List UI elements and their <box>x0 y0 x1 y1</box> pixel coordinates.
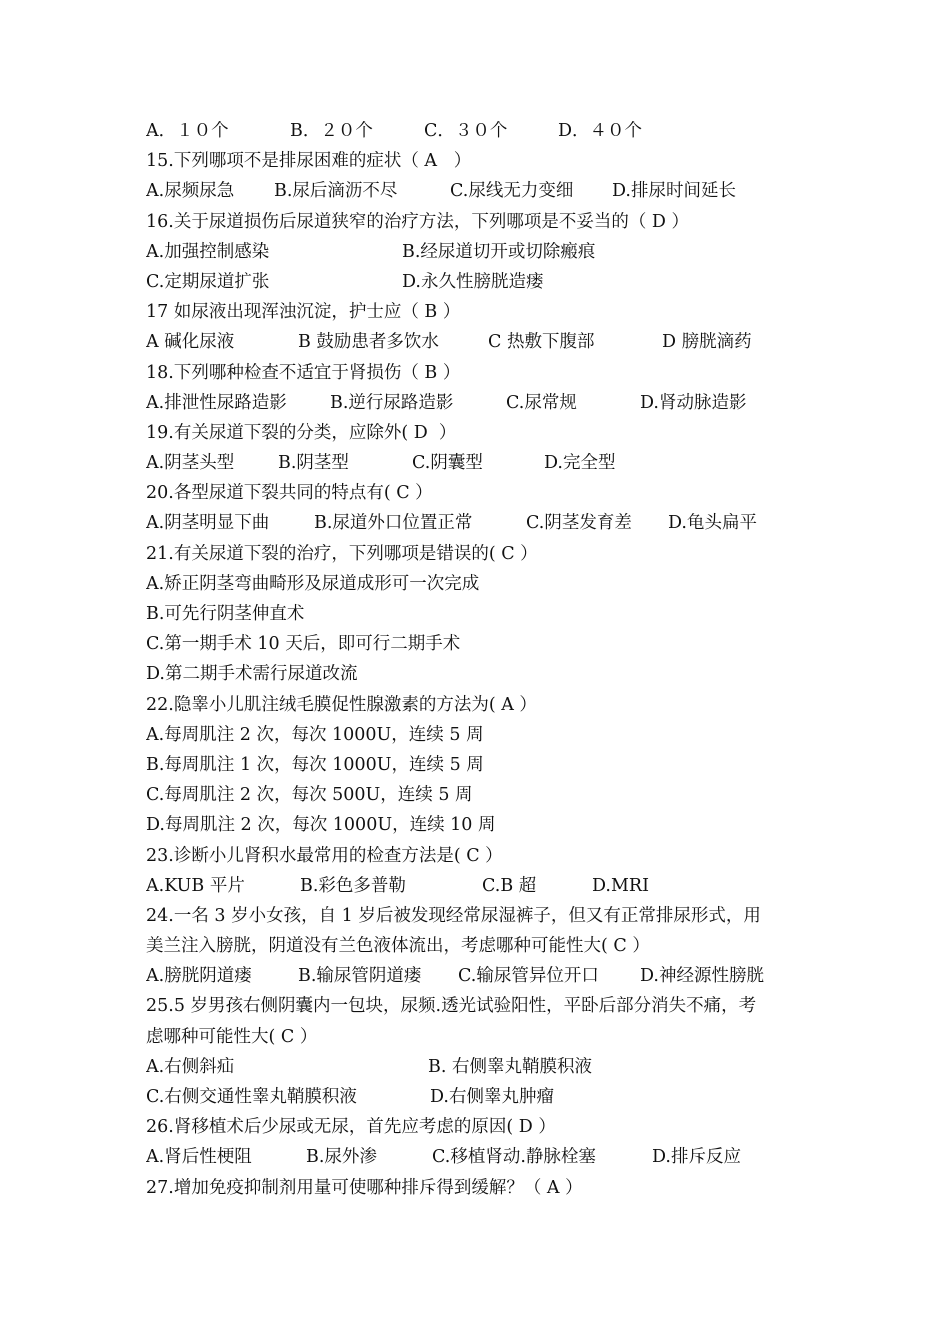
options-line <box>146 327 836 357</box>
option-c: C．３０个 <box>424 121 508 141</box>
options-line <box>146 1052 836 1082</box>
option-d: D.完全型 <box>544 453 616 474</box>
question-24-line-2: 美兰注入膀胱，阴道没有兰色液体流出，考虑哪种可能性大( C ） <box>146 936 650 957</box>
option-d: D.每周肌注 2 次，每次 1000U，连续 10 周 <box>146 815 496 836</box>
options-line <box>146 388 836 418</box>
option-b: B.逆行尿路造影 <box>330 392 454 413</box>
option-b: B. 右侧睾丸鞘膜积液 <box>428 1056 592 1077</box>
option-b: B．２０个 <box>290 121 373 141</box>
option-a: A.膀胱阴道瘘 <box>146 966 252 987</box>
option-b: B.可先行阴茎伸直术 <box>146 604 305 624</box>
question-21: 21.有关尿道下裂的治疗，下列哪项是错误的( C ） <box>146 543 538 564</box>
option-a: A.排泄性尿路造影 <box>146 392 287 413</box>
option-d: D.右侧睾丸肿瘤 <box>430 1087 554 1107</box>
document-page <box>146 116 836 1203</box>
option-b: B.彩色多普勒 <box>300 875 406 896</box>
question-19: 19.有关尿道下裂的分类，应除外( D ） <box>146 422 457 443</box>
option-c: C.阴囊型 <box>412 453 483 474</box>
option-b: B.尿道外口位置正常 <box>314 513 473 534</box>
option-b: B.尿后滴沥不尽 <box>274 181 398 202</box>
option-d: D.第二期手术需行尿道改流 <box>146 664 358 685</box>
option-d: D．４０个 <box>558 121 643 141</box>
option-d: D 膀胱滴药 <box>662 332 752 353</box>
option-b: B.阴茎型 <box>278 453 349 474</box>
option-c: C.输尿管异位开口 <box>458 966 599 987</box>
question-22: 22.隐睾小儿肌注绒毛膜促性腺激素的方法为( A ） <box>146 694 537 715</box>
option-c: C.右侧交通性睾丸鞘膜积液 <box>146 1087 357 1107</box>
options-line <box>146 1142 836 1172</box>
option-a: A.KUB 平片 <box>146 875 245 896</box>
option-b: B.输尿管阴道瘘 <box>298 966 422 987</box>
question-23: 23.诊断小儿肾积水最常用的检查方法是( C ） <box>146 845 503 866</box>
option-c: C.定期尿道扩张 <box>146 271 270 292</box>
options-line <box>146 508 836 538</box>
option-b: B 鼓励患者多饮水 <box>298 332 439 353</box>
question-17: 17 如尿液出现浑浊沉淀，护士应（ B ） <box>146 302 461 323</box>
option-a: A.阴茎明显下曲 <box>146 513 270 534</box>
option-a: A.矫正阴茎弯曲畸形及尿道成形可一次完成 <box>146 573 480 594</box>
question-25-line-1: 25.5 岁男孩右侧阴囊内一包块，尿频.透光试验阳性，平卧后部分消失不痛，考 <box>146 996 757 1017</box>
option-b: B.经尿道切开或切除瘢痕 <box>402 241 596 262</box>
option-d: D.龟头扁平 <box>668 513 757 534</box>
question-15: 15.下列哪项不是排尿困难的症状（ A ） <box>146 151 472 172</box>
option-a: A．１０个 <box>146 121 229 141</box>
options-line <box>146 176 836 206</box>
options-line <box>146 871 836 901</box>
option-a: A.尿频尿急 <box>146 181 235 202</box>
option-d: D.排尿时间延长 <box>612 181 736 202</box>
option-c: C.尿线无力变细 <box>450 181 574 202</box>
options-line <box>146 961 836 991</box>
option-d: D.排斥反应 <box>652 1147 741 1168</box>
options-line <box>146 267 836 297</box>
option-a: A 碱化尿液 <box>146 332 235 353</box>
option-d: D.神经源性膀胱 <box>640 966 764 987</box>
question-16: 16.关于尿道损伤后尿道狭窄的治疗方法，下列哪项是不妥当的（ D ） <box>146 211 689 232</box>
question-24-line-1: 24.一名 3 岁小女孩，自 1 岁后被发现经常尿湿裤子，但又有正常排尿形式，用 <box>146 905 761 926</box>
option-c: C.B 超 <box>482 875 537 896</box>
options-line <box>146 448 836 478</box>
option-b: B.尿外渗 <box>306 1147 377 1168</box>
option-c: C.阴茎发育差 <box>526 513 632 534</box>
option-c: C.尿常规 <box>506 392 577 413</box>
option-d: D.MRI <box>592 875 649 896</box>
options-line <box>146 116 836 146</box>
question-20: 20.各型尿道下裂共同的特点有( C ） <box>146 483 433 504</box>
question-26: 26.肾移植术后少尿或无尿，首先应考虑的原因( D ） <box>146 1117 556 1138</box>
option-b: B.每周肌注 1 次，每次 1000U，连续 5 周 <box>146 754 484 775</box>
option-c: C 热敷下腹部 <box>488 332 595 353</box>
options-line <box>146 1082 836 1112</box>
option-a: A.阴茎头型 <box>146 453 235 474</box>
option-a: A.肾后性梗阻 <box>146 1147 252 1168</box>
option-a: A.右侧斜疝 <box>146 1056 235 1077</box>
question-18: 18.下列哪种检查不适宜于肾损伤（ B ） <box>146 362 461 383</box>
option-a: A.加强控制感染 <box>146 241 270 262</box>
option-c: C.第一期手术 10 天后，即可行二期手术 <box>146 634 461 655</box>
question-27: 27.增加免疫抑制剂用量可使哪种排斥得到缓解？（ A ） <box>146 1177 583 1198</box>
question-25-line-2: 虑哪种可能性大( C ） <box>146 1026 318 1047</box>
option-c: C.移植肾动.静脉栓塞 <box>432 1147 596 1168</box>
option-d: D.肾动脉造影 <box>640 392 747 413</box>
option-c: C.每周肌注 2 次，每次 500U，连续 5 周 <box>146 785 473 806</box>
option-d: D.永久性膀胱造瘘 <box>402 271 544 292</box>
option-a: A.每周肌注 2 次，每次 1000U，连续 5 周 <box>146 724 484 745</box>
options-line <box>146 237 836 267</box>
